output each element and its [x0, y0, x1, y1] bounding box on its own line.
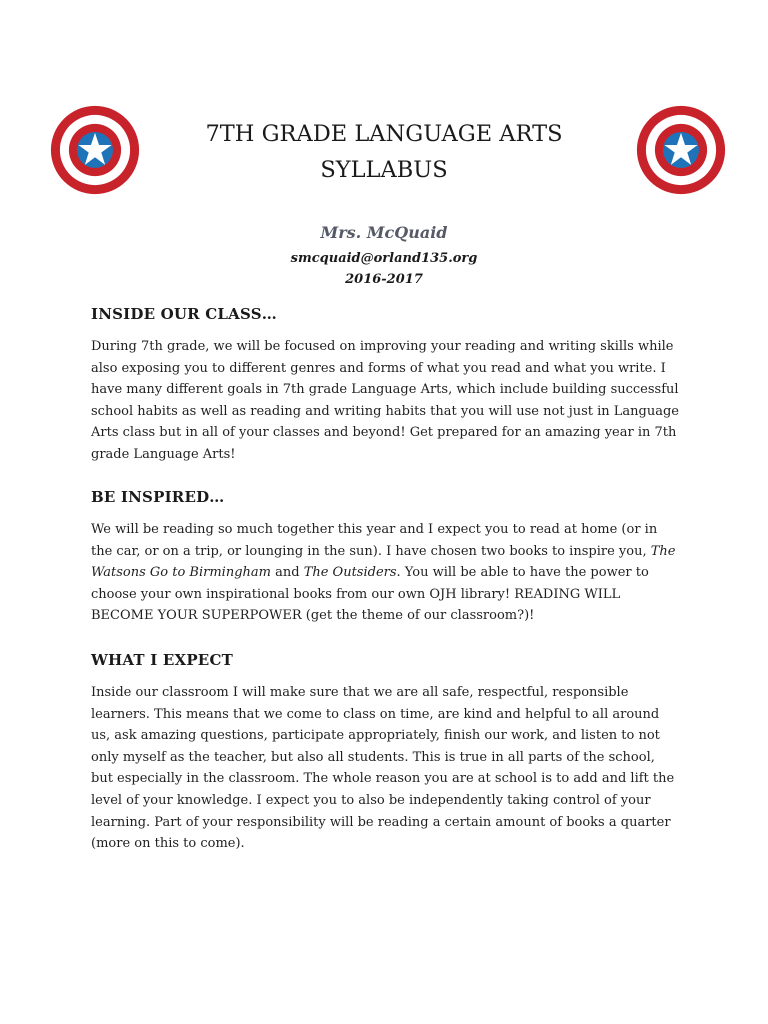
paragraph-line: We will be reading so much together this year and I expect you to read at home (or in [91, 522, 658, 537]
teacher-email: smcquaid@orland135.org [290, 251, 478, 266]
captain-america-shield-icon [50, 105, 140, 195]
paragraph-line: school habits as well as reading and writing habits that you will use not just in Language [91, 403, 680, 419]
book-title-outsiders: The Outsiders [303, 565, 397, 581]
paragraph-line: choose your own inspirational books from our own OJH library! READING WILL [91, 586, 621, 602]
text-run: the car, or on a trip, or lounging in the sun). I have chosen two books to inspire you, [91, 543, 647, 559]
section-heading-be-inspired: BE INSPIRED… [91, 488, 225, 506]
paragraph-line: Inside our classroom I will make sure that we are all safe, respectful, responsible [91, 685, 629, 700]
paragraph-line: us, ask amazing questions, participate appropriately, finish our work, and listen to not [91, 728, 660, 744]
paragraph-line: level of your knowledge. I expect you to also be independently taking control of your [91, 792, 651, 808]
paragraph-line: grade Language Arts! [91, 446, 236, 462]
paragraph-line: Arts class but in all of your classes and beyond! Get prepared for an amazing year in 7th [91, 425, 677, 441]
page-title [150, 116, 618, 188]
book-title-watsons: Watsons Go to Birmingham [91, 565, 271, 581]
school-year: 2016-2017 [345, 272, 423, 287]
section-heading-inside-our-class: INSIDE OUR CLASS… [91, 305, 277, 323]
book-title-fragment: The [650, 543, 676, 559]
paragraph-line: also exposing you to different genres and forms of what you read and what you write. I [91, 360, 666, 376]
title-line-1: 7TH GRADE LANGUAGE ARTS [205, 121, 563, 147]
document-header [150, 116, 618, 290]
paragraph-line: During 7th grade, we will be focused on improving your reading and writing skills while [91, 339, 674, 354]
paragraph-line: BECOME YOUR SUPERPOWER (get the theme of our classroom?)! [91, 608, 535, 624]
text-run: . You will be able to have the power to [396, 565, 649, 581]
paragraph-line: have many different goals in 7th grade Language Arts, which include building successful [91, 382, 679, 398]
teacher-name: Mrs. McQuaid [320, 223, 448, 242]
paragraph-line: only myself as the teacher, but also all students. This is true in all parts of the school, [91, 749, 655, 765]
paragraph-line: learning. Part of your responsibility will be reading a certain amount of books a quarter [91, 814, 671, 830]
section-body-be-inspired [91, 519, 691, 627]
paragraph-line [91, 562, 691, 584]
paragraph-line: learners. This means that we come to class on time, are kind and helpful to all around [91, 706, 660, 722]
captain-america-shield-icon [636, 105, 726, 195]
paragraph-line: but especially in the classroom. The whole reason you are at school is to add and lift the [91, 771, 675, 787]
paragraph-line: (more on this to come). [91, 836, 245, 852]
text-run: and [270, 565, 304, 581]
title-line-2: SYLLABUS [320, 157, 448, 183]
section-heading-what-i-expect: WHAT I EXPECT [91, 651, 233, 669]
section-body-inside-our-class [91, 336, 691, 466]
section-body-what-i-expect [91, 682, 691, 855]
paragraph-line [91, 541, 691, 563]
